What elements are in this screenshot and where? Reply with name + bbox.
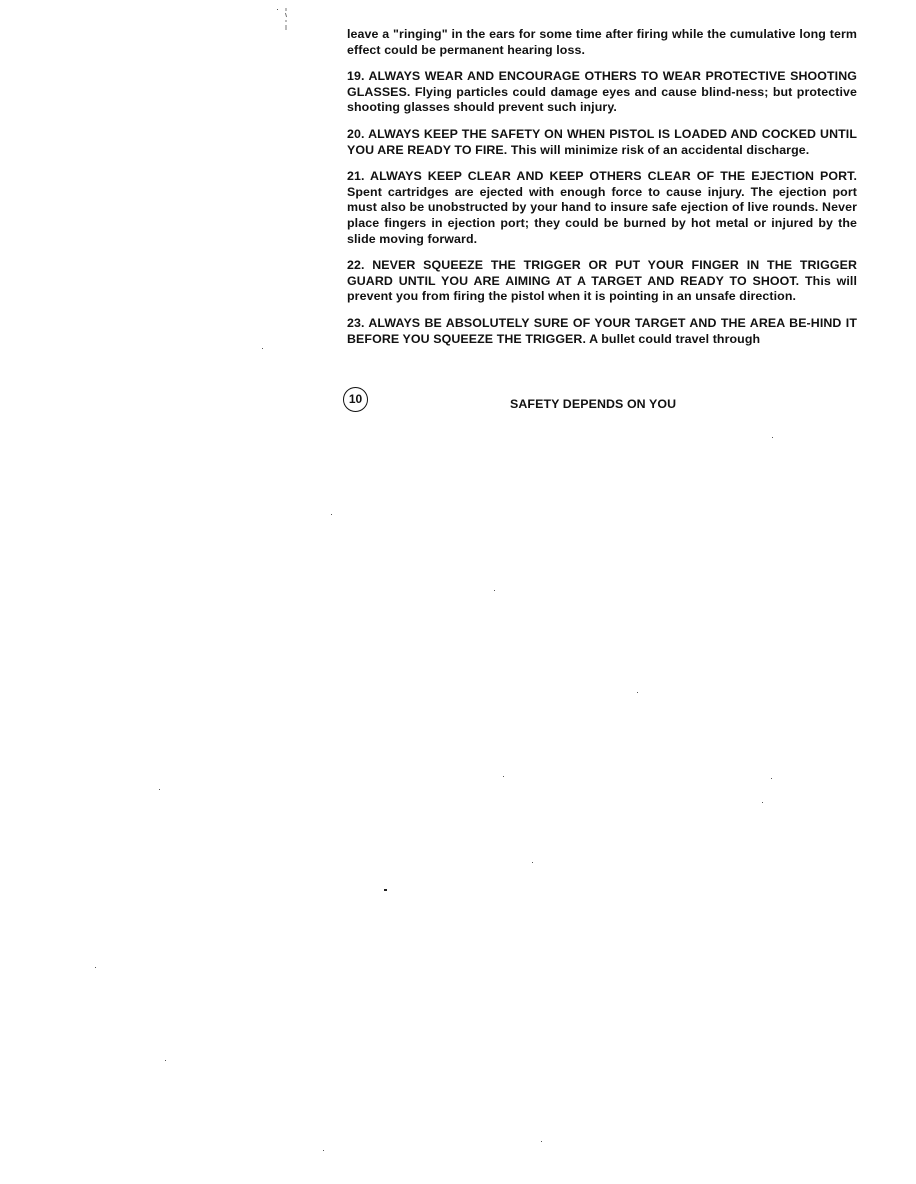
- scan-speck: [331, 514, 332, 515]
- paragraph-body: This will prevent you from firing the pistol when it is pointing in an unsafe direction.: [347, 273, 858, 304]
- scan-speck: [159, 789, 160, 790]
- paragraph-lead: 20. ALWAYS KEEP THE SAFETY ON WHEN PISTOL IS LOADED AND COCKED UNTIL YOU ARE READY TO FIRE.: [347, 126, 857, 157]
- paragraph-body: This will minimize risk of an accidental discharge.: [507, 142, 810, 157]
- scan-speck: [772, 437, 773, 438]
- paragraph-body: Spent cartridges are ejected with enough force to cause injury. The ejection port must also be unobstructed by your hand to insure safe ejection of live rounds. Never place fingers in ejection port; they could be burned by hot metal or injured by the slide moving forward.: [347, 184, 857, 246]
- page-footer: [343, 387, 863, 415]
- paragraph-lead: 21. ALWAYS KEEP CLEAR AND KEEP OTHERS CLEAR OF THE EJECTION PORT.: [347, 169, 857, 184]
- paragraph-lead: 23. ALWAYS BE ABSOLUTELY SURE OF YOUR TARGET AND THE AREA BE-HIND IT BEFORE YOU SQUEEZE THE TRIGGER.: [347, 315, 857, 346]
- safety-rule-23: [347, 316, 857, 347]
- scan-speck: [762, 802, 763, 803]
- page-number-badge: 10: [343, 387, 368, 412]
- scan-speck: [541, 1141, 542, 1142]
- scan-speck: [262, 348, 263, 349]
- scan-speck: [494, 590, 495, 591]
- safety-rule-19: [347, 69, 857, 116]
- paragraph-body: Flying particles could damage eyes and cause blind-ness; but protective shooting glasses should prevent such injury.: [347, 84, 857, 115]
- scan-speck: [503, 776, 504, 777]
- scan-speck: [771, 778, 772, 779]
- scan-speck: [637, 692, 638, 693]
- safety-rule-20: [347, 127, 857, 158]
- paragraph-body: A bullet could travel through: [586, 331, 761, 346]
- scan-artifact: [284, 8, 288, 32]
- paragraph-lead: 22. NEVER SQUEEZE THE TRIGGER OR PUT YOUR FINGER IN THE TRIGGER GUARD UNTIL YOU ARE AIMING AT A TARGET AND READY TO SHOOT.: [347, 258, 857, 288]
- scan-speck: [532, 862, 533, 863]
- paragraph-lead: 19. ALWAYS WEAR AND ENCOURAGE OTHERS TO WEAR PROTECTIVE SHOOTING GLASSES.: [347, 69, 857, 99]
- footer-slogan: SAFETY DEPENDS ON YOU: [510, 397, 677, 411]
- paragraph-body: leave a "ringing" in the ears for some time after firing while the cumulative long term effect could be permanent hearing loss.: [347, 27, 857, 57]
- safety-rule-22: [347, 258, 857, 305]
- scan-speck: [323, 1150, 324, 1151]
- scan-speck: [165, 1060, 166, 1061]
- scan-speck: [95, 967, 96, 968]
- scan-speck: [277, 9, 278, 10]
- paragraph-continuation: [347, 27, 857, 58]
- body-text-column: [347, 27, 857, 358]
- scan-speck: [384, 889, 387, 891]
- safety-rule-21: [347, 169, 857, 247]
